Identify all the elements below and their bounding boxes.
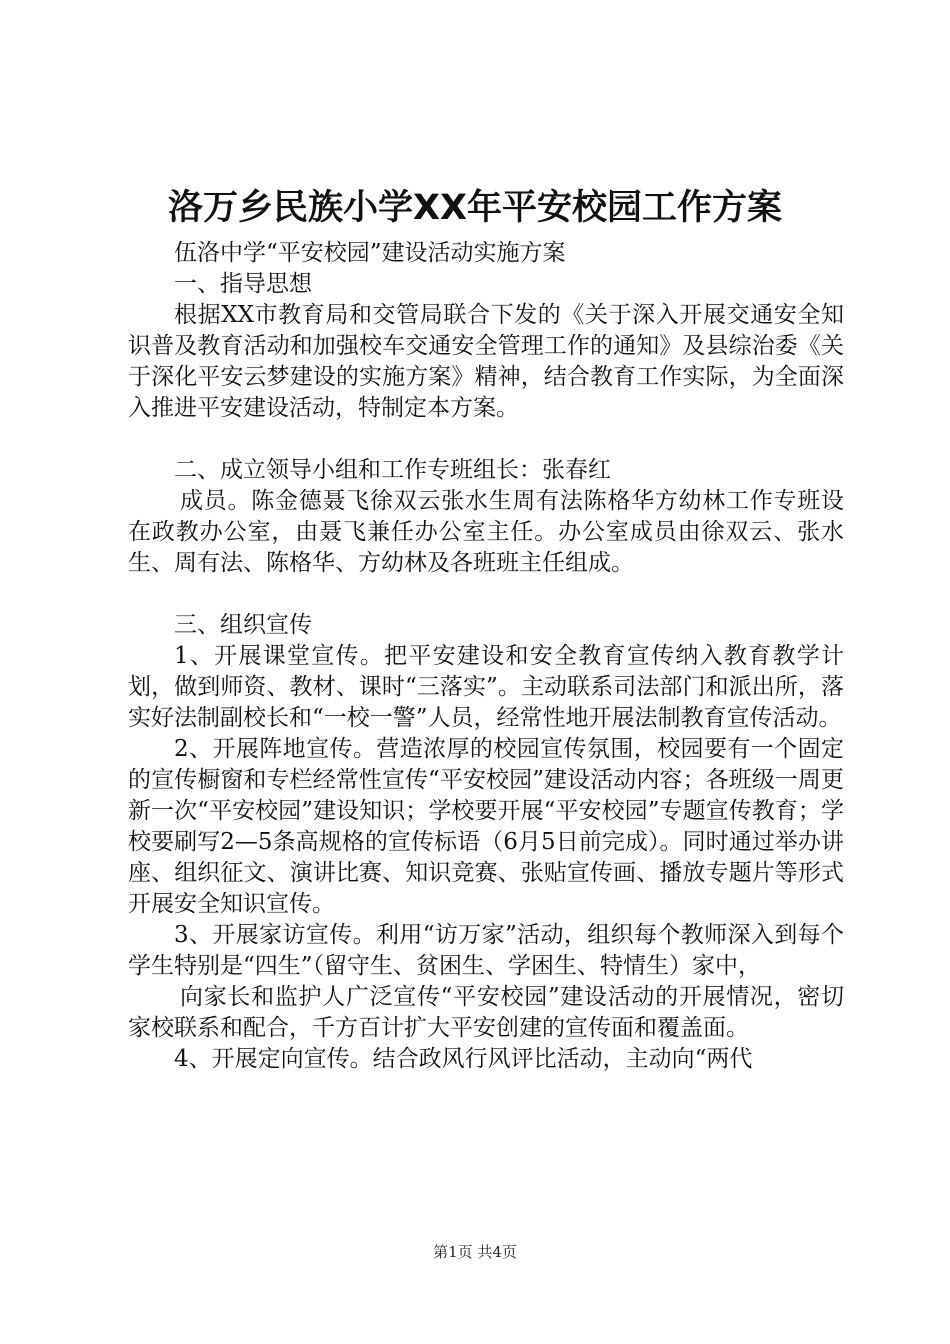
paragraph-gap — [128, 424, 844, 455]
section-heading: 三、组织宣传 — [174, 612, 312, 638]
paragraph-gap — [128, 579, 844, 610]
body-paragraph: 成员。陈金德聂飞徐双云张水生周有法陈格华方幼林工作专班设在政教办公室，由聂飞兼任办公室主任。办公室成员由徐双云、张水生、周有法、陈格华、方幼林及各班班主任组成。 — [128, 488, 844, 576]
body-paragraph: 向家长和监护人广泛宣传“平安校园”建设活动的开展情况，密切家校联系和配合，千方百计扩大平安创建的宣传面和覆盖面。 — [128, 984, 844, 1041]
document-body — [128, 238, 844, 1075]
subtitle-paragraph: 伍洛中学“平安校园”建设活动实施方案 — [174, 240, 566, 266]
body-paragraph: 根据XX市教育局和交管局联合下发的《关于深入开展交通安全知识普及教育活动和加强校车交通安全管理工作的通知》及县综治委《关于深化平安云梦建设的实施方案》精神，结合教育工作实际，为全面深入推进平安建设活动，特制定本方案。 — [128, 302, 844, 421]
section-heading: 二、成立领导小组和工作专班组长：张春红 — [174, 457, 611, 483]
document-title: 洛万乡民族小学XX年平安校园工作方案 — [168, 188, 782, 228]
body-paragraph: 3、开展家访宣传。利用“访万家”活动，组织每个教师深入到每个学生特别是“四生”（留守生、贫困生、学困生、特情生）家中， — [128, 922, 844, 979]
body-paragraph: 4、开展定向宣传。结合政风行风评比活动，主动向“两代 — [174, 1046, 753, 1072]
page-number-footer: 第1页 共4页 — [433, 1243, 517, 1261]
section-heading: 一、指导思想 — [174, 271, 312, 297]
body-paragraph: 1、开展课堂宣传。把平安建设和安全教育宣传纳入教育教学计划，做到师资、教材、课时“三落实”。主动联系司法部门和派出所，落实好法制副校长和“一校一警”人员，经常性地开展法制教育宣传活动。 — [128, 643, 844, 731]
body-paragraph: 2、开展阵地宣传。营造浓厚的校园宣传氛围，校园要有一个固定的宣传橱窗和专栏经常性宣传“平安校园”建设活动内容；各班级一周更新一次“平安校园”建设知识；学校要开展“平安校园”专题宣传教育；学校要刷写2—5条高规格的宣传标语（6月5日前完成）。同时通过举办讲座、组织征文、演讲比赛、知识竞赛、张贴宣传画、播放专题片等形式开展安全知识宣传。 — [128, 736, 844, 917]
